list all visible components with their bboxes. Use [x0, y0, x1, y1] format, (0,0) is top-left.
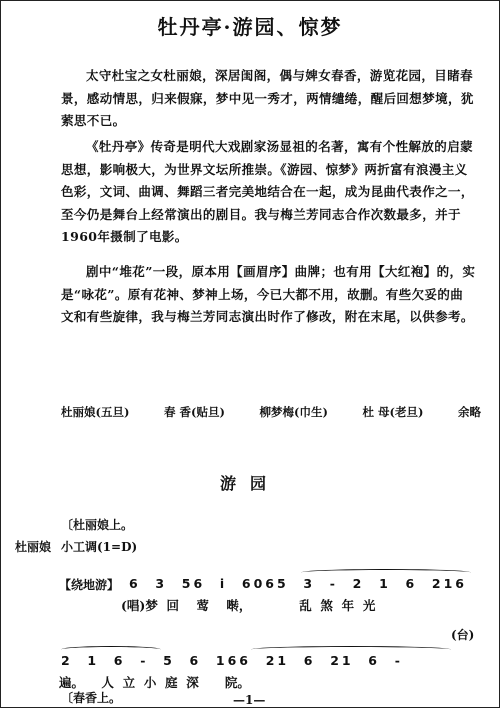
cast-member: 余略: [458, 405, 481, 419]
tai-mark: (台): [451, 628, 475, 642]
cast-member: 柳梦梅(巾生): [259, 405, 328, 419]
stage-direction: 〔杜丽娘上。: [61, 518, 134, 532]
notation-line: 2 1 6 - 5 6 166 21 6 21 6 -: [61, 653, 403, 668]
role-name: 杜丽娘: [15, 540, 52, 554]
tune-name: 【绕地游】: [59, 578, 120, 592]
stage-direction: 〔春香上。: [61, 691, 122, 705]
cast-list: [61, 404, 481, 420]
synopsis-paragraph: 太守杜宝之女杜丽娘，深居闺阁，偶与婢女春香，游览花园，目睹春景，感动情思，归来假寐，梦中见一秀才，两情缱绻，醒后回想梦境，犹萦思不已。: [61, 68, 474, 128]
cast-member: 杜 母(老旦): [362, 405, 424, 419]
page-title: 牡丹亭·游园、惊梦: [157, 15, 343, 39]
slur-mark: [61, 646, 161, 653]
page-number: —1—: [233, 693, 266, 707]
lyrics-line: (唱)梦 回 莺 啭， 乱 煞 年 光: [121, 598, 376, 613]
notation-line: 6 3 56 i 6065 3 - 2 1 6 216: [129, 576, 467, 591]
background-paragraph: 《牡丹亭》传奇是明代大戏剧家汤显祖的名著，寓有个性解放的启蒙思想，影响极大，为世界文坛所推崇。《游园、惊梦》两折富有浪漫主义色彩，文词、曲调、舞蹈三者完美地结合在一起，成为昆曲代表作之一，至今仍是舞台上经常演出的剧目。我与梅兰芳同志合作次数最多，并于1960年摄制了电影。: [61, 139, 474, 244]
cast-member: 春 香(贴旦): [164, 405, 225, 419]
cast-member: 杜丽娘(五旦): [61, 405, 130, 419]
lyrics-line: 遍。 人 立 小 庭 深 院。: [59, 675, 250, 690]
key-signature: 小工调(1=D): [61, 540, 138, 554]
slur-mark: [251, 646, 451, 653]
section-title: 游园: [219, 474, 280, 493]
slur-mark: [301, 569, 471, 576]
revision-note-paragraph: 剧中“堆花”一段，原本用【画眉序】曲牌；也有用【大红袍】的，实是“咏花”。原有花神、梦神上场，今已大都不用，故删。有些欠妥的曲文和有些旋律，我与梅兰芳同志演出时作了修改，附在末尾，以供参考。: [61, 264, 476, 324]
